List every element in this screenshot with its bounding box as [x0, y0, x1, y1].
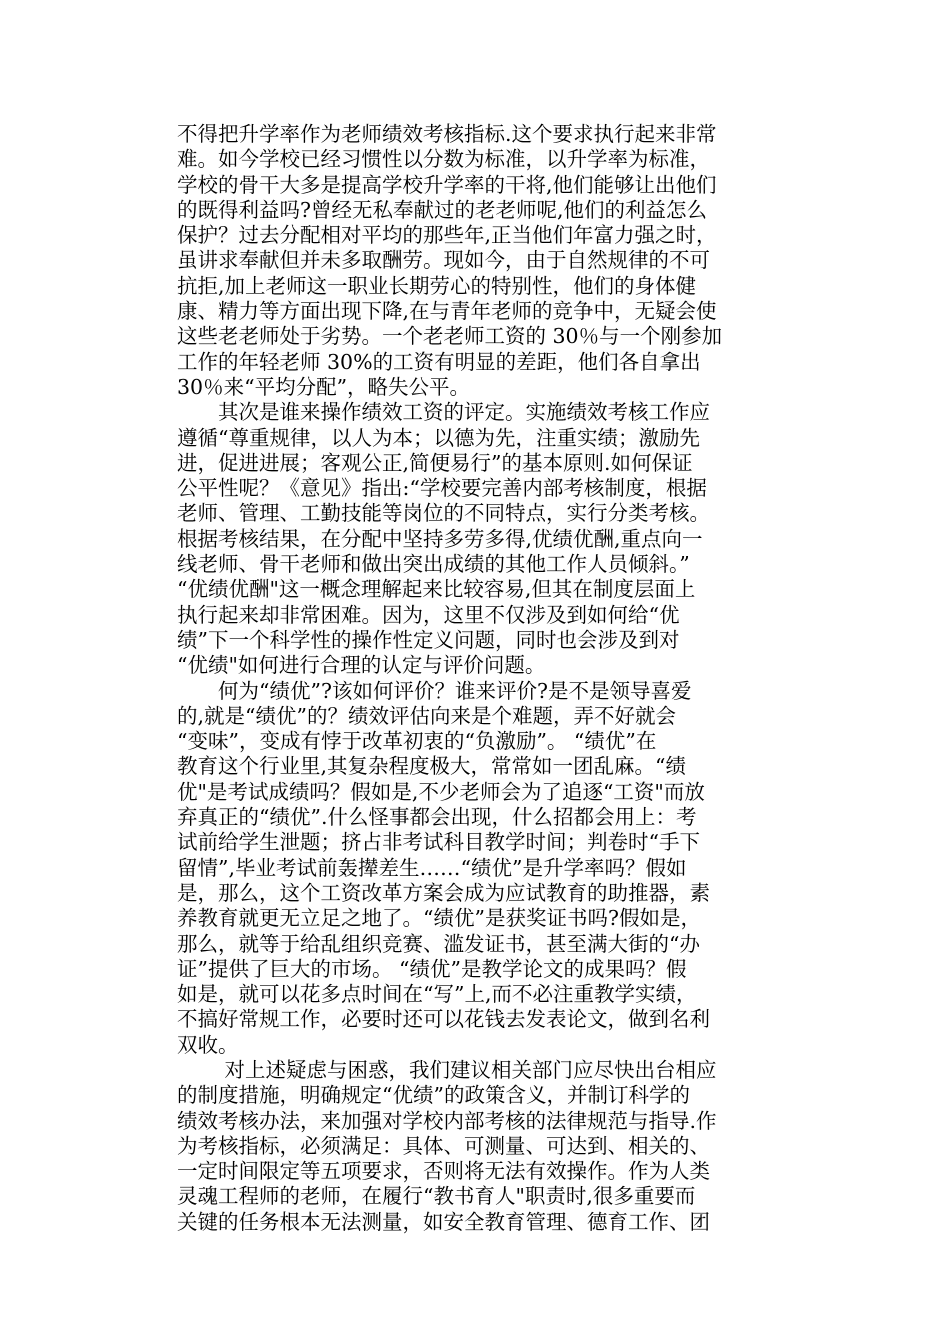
text-line: 抗拒,加上老师这一职业长期劳心的特别性，他们的身体健 [177, 273, 697, 298]
text-line: 30％来“平均分配”，略失公平。 [177, 374, 471, 399]
text-line: 证”提供了巨大的市场。 “绩优”是教学论文的成果吗？假 [177, 956, 687, 981]
text-line: 绩”下一个科学性的操作性定义问题，同时也会涉及到对 [177, 627, 680, 652]
text-line: 不搞好常规工作，必要时还可以花钱去发表论文，做到名利 [177, 1007, 710, 1032]
text-line: 留情”,毕业考试前轰撵差生……“绩优”是升学率吗？假如 [177, 855, 687, 880]
document-page [177, 122, 777, 1235]
text-line: 那么，就等于给乱组织竞赛、滥发证书，甚至满大街的“办 [177, 931, 700, 956]
text-line: 执行起来却非常困难。因为，这里不仅涉及到如何给“优 [177, 602, 680, 627]
text-line: 教育这个行业里,其复杂程度极大，常常如一团乱麻。“绩 [177, 754, 686, 779]
text-line: 为考核指标，必须满足：具体、可测量、可达到、相关的、 [177, 1133, 710, 1158]
text-line: 不得把升学率作为老师绩效考核指标.这个要求执行起来非常 [177, 122, 717, 146]
text-line: 难。如今学校已经习惯性以分数为标准，以升学率为标准， [177, 147, 710, 172]
text-line: 养教育就更无立足之地了。“绩优”是获奖证书吗?假如是， [177, 906, 701, 931]
text-line: 对上述疑虑与困惑，我们建议相关部门应尽快出台相应 [177, 1057, 717, 1082]
text-line: 康、精力等方面出现下降,在与青年老师的竞争中，无疑会使 [177, 299, 717, 324]
text-line: “优绩"如何进行合理的认定与评价问题。 [177, 653, 546, 678]
text-line: 工作的年轻老师 30%的工资有明显的差距，他们各自拿出 [177, 349, 701, 374]
text-line: 遵循“尊重规律，以人为本；以德为先，注重实绩；激励先 [177, 425, 700, 450]
text-line: 关键的任务根本无法测量，如安全教育管理、德育工作、团 [177, 1209, 710, 1234]
text-line: “变味”，变成有悖于改革初衷的“负激励”。 “绩优”在 [177, 729, 657, 754]
text-line: 优"是考试成绩吗？假如是,不少老师会为了追逐“工资"而放 [177, 779, 705, 804]
text-line: 试前给学生泄题；挤占非考试科目教学时间；判卷时“手下 [177, 830, 700, 855]
text-line: 保护？过去分配相对平均的那些年,正当他们年富力强之时， [177, 223, 717, 248]
text-line: 是，那么，这个工资改革方案会成为应试教育的助推器，素 [177, 880, 710, 905]
text-line: 进，促进进展；客观公正,简便易行”的基本原则.如何保证 [177, 450, 693, 475]
text-line: 弃真正的“绩优”.什么怪事都会出现，什么招都会用上：考 [177, 805, 697, 830]
text-line: 线老师、骨干老师和做出突出成绩的其他工作人员倾斜。” [177, 552, 690, 577]
text-line: 的既得利益吗?曾经无私奉献过的老老师呢,他们的利益怎么 [177, 197, 708, 222]
text-line: 一定时间限定等五项要求，否则将无法有效操作。作为人类 [177, 1159, 710, 1184]
text-line: 其次是谁来操作绩效工资的评定。实施绩效考核工作应 [177, 400, 710, 425]
text-line: 公平性呢？《意见》指出:“学校要完善内部考核制度，根据 [177, 476, 707, 501]
text-line: 学校的骨干大多是提高学校升学率的干将,他们能够让出他们 [177, 172, 717, 197]
text-line: 根据考核结果，在分配中坚持多劳多得,优绩优酬,重点向一 [177, 526, 703, 551]
text-line: 的,就是“绩优”的？绩效评估向来是个难题，弄不好就会 [177, 703, 676, 728]
text-line: 绩效考核办法，来加强对学校内部考核的法律规范与指导.作 [177, 1108, 717, 1133]
text-line: 何为“绩优”?该如何评价？谁来评价?是不是领导喜爱 [177, 678, 692, 703]
text-line: 的制度措施，明确规定“优绩”的政策含义，并制订科学的 [177, 1083, 690, 1108]
text-line: 如是，就可以花多点时间在“写”上,而不必注重教学实绩， [177, 982, 697, 1007]
text-line: 灵魂工程师的老师，在履行“教书育人"职责时,很多重要而 [177, 1184, 696, 1209]
text-line: “优绩优酬"这一概念理解起来比较容易,但其在制度层面上 [177, 577, 696, 602]
text-line: 双收。 [177, 1032, 239, 1057]
text-line: 虽讲求奉献但并未多取酬劳。现如今，由于自然规律的不可 [177, 248, 710, 273]
text-line: 这些老老师处于劣势。一个老老师工资的 30％与一个刚参加 [177, 324, 723, 349]
text-line: 老师、管理、工勤技能等岗位的不同特点，实行分类考核。 [177, 501, 710, 526]
